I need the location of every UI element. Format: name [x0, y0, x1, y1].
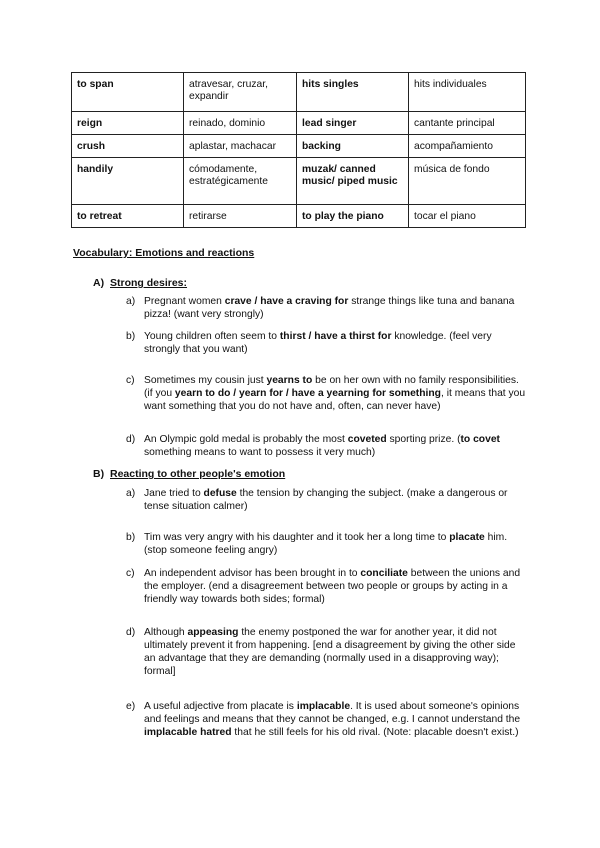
table-cell-translation: aplastar, machacar [184, 135, 297, 158]
table-cell-term: hits singles [297, 73, 409, 112]
table-row [72, 135, 526, 158]
subsection-letter: B) [93, 468, 105, 480]
vocab-term: to covet [460, 434, 500, 445]
table-cell-translation: música de fondo [409, 158, 526, 205]
table-cell-term: to play the piano [297, 205, 409, 228]
table-cell-term: handily [72, 158, 184, 205]
list-item-text: Although appeasing the enemy postponed the war for another year, it did not ultimately prevent it from happening. [end a disagreement by giving the other side an advantage that they are demanding (normally used in a disapproving way); formal] [144, 627, 516, 677]
list-item-text: An independent advisor has been brought in to conciliate between the unions and the employer. (end a disagreement between two people or groups by acting in a friendly way towards both sides; formal) [144, 568, 521, 605]
list-item-text: Jane tried to defuse the tension by changing the subject. (make a dangerous or tense situation calmer) [144, 488, 508, 512]
subsection-letter: A) [93, 277, 105, 289]
table-row [72, 158, 526, 205]
table-cell-term: muzak/ canned music/ piped music [297, 158, 409, 205]
subsection-heading-strong-desires [93, 277, 187, 290]
vocab-term: appeasing [187, 627, 239, 638]
table-row [72, 112, 526, 135]
table-cell-translation: acompañamiento [409, 135, 526, 158]
list-marker: e) [126, 701, 136, 712]
list-item [126, 295, 526, 321]
table-cell-translation: reinado, dominio [184, 112, 297, 135]
list-item [126, 330, 526, 356]
table-cell-term: to retreat [72, 205, 184, 228]
list-item [126, 433, 526, 459]
list-item [126, 626, 526, 678]
list-marker: c) [126, 568, 135, 579]
vocab-term: placate [449, 532, 485, 543]
list-item [126, 487, 526, 513]
list-item-text: Sometimes my cousin just yearns to be on her own with no family responsibilities. (if you yearn to do / yearn for / have a yearning for something, it means that you want something that you do not have and, often, can never have) [144, 375, 526, 412]
vocab-term: implacable [296, 701, 351, 712]
list-item [126, 567, 526, 606]
list-item-text: Pregnant women crave / have a craving for strange things like tuna and banana pizza! (want very strongly) [144, 296, 515, 320]
subsection-heading-reacting [93, 468, 285, 481]
vocab-term: crave / have a craving for [224, 296, 349, 307]
list-item [126, 700, 526, 739]
table-cell-translation: tocar el piano [409, 205, 526, 228]
section-title: Vocabulary: Emotions and reactions [73, 247, 255, 259]
table-cell-translation: atravesar, cruzar, expandir [184, 73, 297, 112]
list-item [126, 374, 526, 413]
table-cell-term: backing [297, 135, 409, 158]
list-marker: d) [126, 627, 136, 638]
table-cell-term: reign [72, 112, 184, 135]
vocab-term: conciliate [360, 568, 408, 579]
list-marker: a) [126, 296, 136, 307]
table-cell-translation: cantante principal [409, 112, 526, 135]
vocab-term: defuse [203, 488, 237, 499]
vocab-table [71, 72, 526, 228]
list-marker: a) [126, 488, 136, 499]
list-marker: b) [126, 532, 136, 543]
table-row [72, 205, 526, 228]
list-item-text: Tim was very angry with his daughter and it took her a long time to placate him. (stop someone feeling angry) [144, 532, 508, 556]
table-cell-term: crush [72, 135, 184, 158]
list-item-text: Young children often seem to thirst / have a thirst for knowledge. (feel very strongly that you want) [144, 331, 492, 355]
table-row [72, 73, 526, 112]
table-cell-term: to span [72, 73, 184, 112]
vocab-term: implacable hatred [144, 727, 232, 738]
table-cell-term: lead singer [297, 112, 409, 135]
vocab-term: thirst / have a thirst for [279, 331, 392, 342]
list-item-text: A useful adjective from placate is implacable. It is used about someone's opinions and feelings and means that they cannot be changed, e.g. I cannot understand the implacable hatred that he still feels for his old rival. (Note: placable doesn't exist.) [144, 701, 521, 738]
table-cell-translation: retirarse [184, 205, 297, 228]
subsection-title: Reacting to other people's emotion [110, 468, 286, 480]
list-item [126, 531, 526, 557]
table-cell-translation: cómodamente, estratégicamente [184, 158, 297, 205]
list-marker: d) [126, 434, 136, 445]
subsection-title: Strong desires: [110, 277, 188, 289]
list-item-text: An Olympic gold medal is probably the most coveted sporting prize. (to covet something means to want to possess it very much) [144, 434, 500, 458]
vocab-term: coveted [347, 434, 387, 445]
list-marker: c) [126, 375, 135, 386]
table-cell-translation: hits individuales [409, 73, 526, 112]
vocab-term: yearn to do / yearn for / have a yearning for something [174, 388, 441, 399]
vocab-term: yearns to [266, 375, 313, 386]
list-marker: b) [126, 331, 136, 342]
